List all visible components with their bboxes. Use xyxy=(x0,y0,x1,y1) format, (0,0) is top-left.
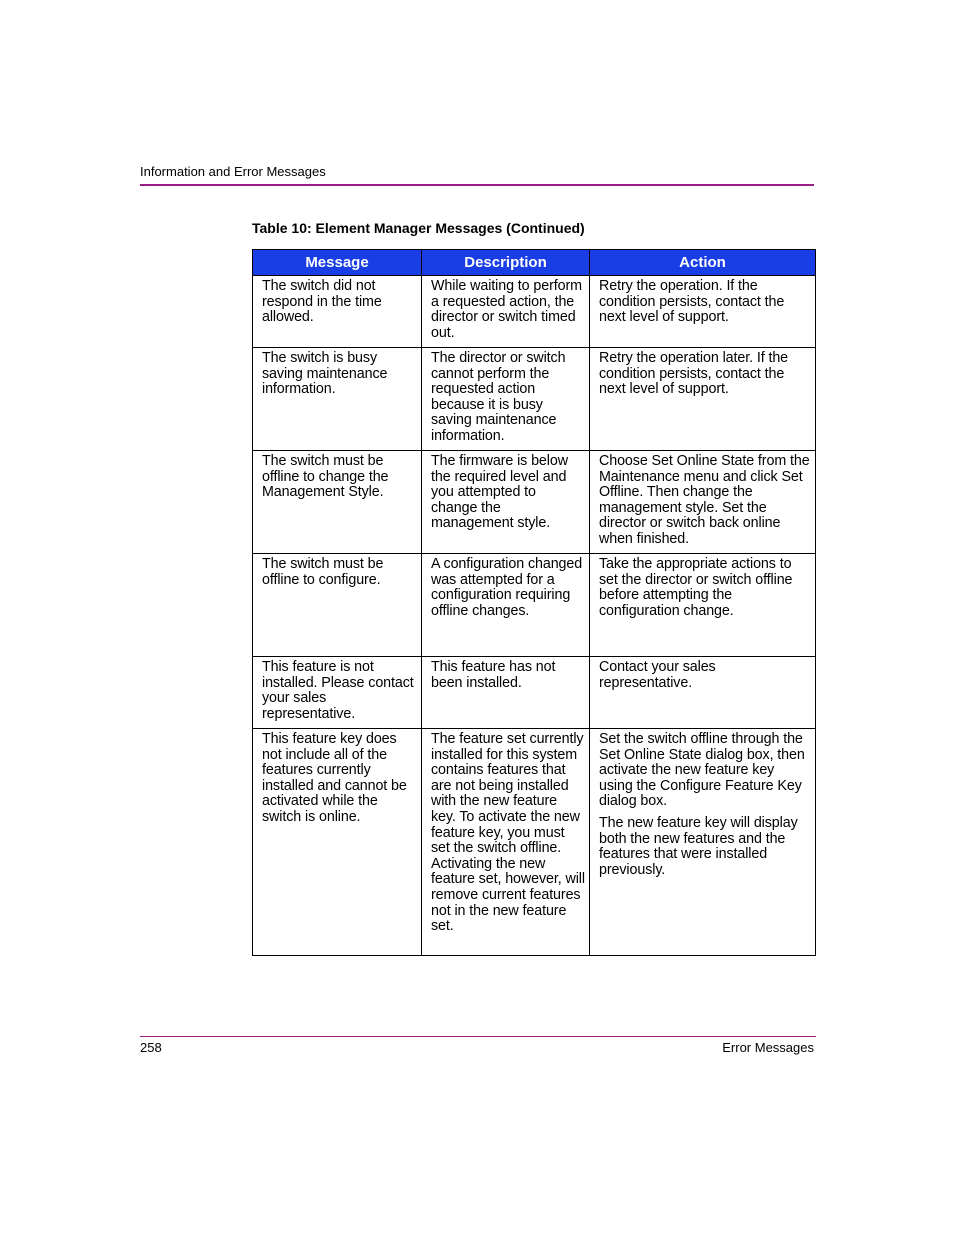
message-cell: The switch must be offline to change the Management Style. xyxy=(253,451,422,554)
action-cell xyxy=(590,348,816,451)
action-cell xyxy=(590,554,816,657)
column-header-description: Description xyxy=(422,250,590,276)
page-number: 258 xyxy=(140,1040,162,1055)
description-cell: A configuration changed was attempted for a configuration requiring offline changes. xyxy=(422,554,590,657)
action-cell xyxy=(590,276,816,348)
column-header-action: Action xyxy=(590,250,816,276)
column-header-message: Message xyxy=(253,250,422,276)
footer-rule xyxy=(140,1036,816,1037)
message-cell: This feature key does not include all of the features currently installed and cannot be activated while the switch is online. xyxy=(253,729,422,956)
message-cell: The switch is busy saving maintenance information. xyxy=(253,348,422,451)
description-cell: The firmware is below the required level and you attempted to change the management style. xyxy=(422,451,590,554)
action-text: Retry the operation later. If the condition persists, contact the next level of support. xyxy=(599,350,789,398)
action-cell xyxy=(590,657,816,729)
action-cell xyxy=(590,451,816,554)
description-cell: This feature has not been installed. xyxy=(422,657,590,729)
table-row xyxy=(253,451,816,554)
messages-table xyxy=(252,249,816,956)
action-text: Set the switch offline through the Set Online State dialog box, then activate the new feature key using the Configure Feature Key dialog box. xyxy=(599,731,805,810)
action-cell xyxy=(590,729,816,956)
running-header: Information and Error Messages xyxy=(140,164,326,179)
message-cell: The switch must be offline to configure. xyxy=(253,554,422,657)
description-cell: The feature set currently installed for this system contains features that are not being installed with the new feature key. To activate the new feature key, you must set the switch offline. Activating the new feature set, however, will remove current features not in the new feature set. xyxy=(422,729,590,956)
table-row xyxy=(253,729,816,956)
chapter-title: Error Messages xyxy=(722,1040,814,1055)
action-text: Contact your sales representative. xyxy=(599,659,716,691)
table-row xyxy=(253,657,816,729)
table-title: Table 10: Element Manager Messages (Continued) xyxy=(252,220,585,236)
header-rule xyxy=(140,184,814,186)
action-text: Retry the operation. If the condition persists, contact the next level of support. xyxy=(599,278,785,326)
table-row xyxy=(253,554,816,657)
table-row xyxy=(253,276,816,348)
action-text: The new feature key will display both the new features and the features that were installed previously. xyxy=(599,814,798,878)
description-cell: While waiting to perform a requested action, the director or switch timed out. xyxy=(422,276,590,348)
message-cell: This feature is not installed. Please contact your sales representative. xyxy=(253,657,422,729)
description-cell: The director or switch cannot perform the requested action because it is busy saving maintenance information. xyxy=(422,348,590,451)
message-cell: The switch did not respond in the time allowed. xyxy=(253,276,422,348)
action-text: Take the appropriate actions to set the director or switch offline before attempting the configuration change. xyxy=(599,556,793,619)
table-row xyxy=(253,348,816,451)
table-header-row xyxy=(253,250,816,276)
action-text: Choose Set Online State from the Maintenance menu and click Set Offline. Then change the management style. Set the director or switch back online when finished. xyxy=(599,453,810,547)
